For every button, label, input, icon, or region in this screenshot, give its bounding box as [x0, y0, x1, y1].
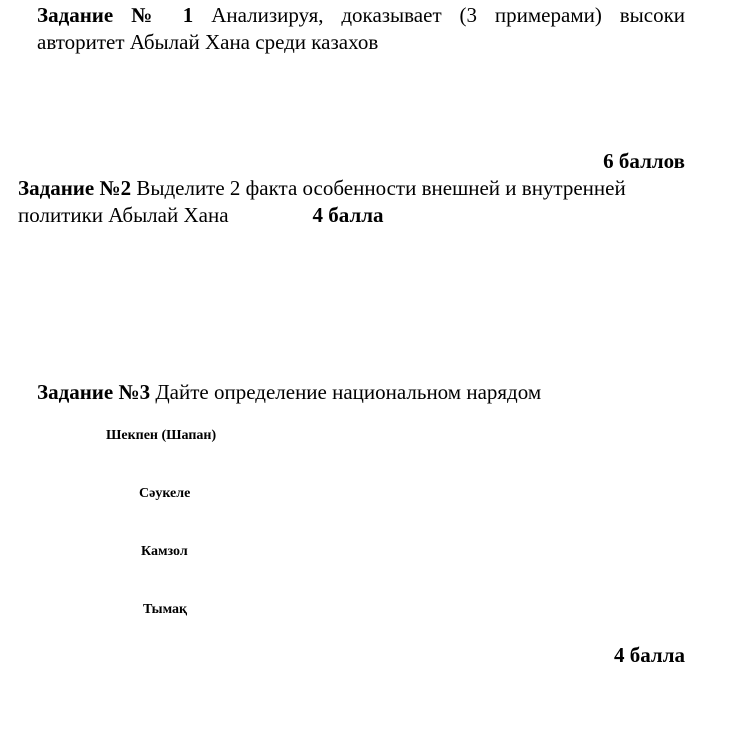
task-1-number: № 1	[131, 3, 194, 27]
task-2-label: Задание №2	[18, 176, 132, 200]
task-2-line-1	[18, 175, 698, 202]
garment-kamzol: Камзол	[141, 544, 188, 559]
garment-saukele: Сәукеле	[139, 486, 191, 501]
task-2-line-2	[18, 202, 698, 229]
task-2-text-line-2: политики Абылай Хана	[18, 203, 229, 227]
task-3-label: Задание №3	[37, 380, 151, 404]
task-1-text-line-1: Анализируя, доказывает (3 примерами) высоки	[211, 3, 686, 27]
garment-tymak: Тымақ	[143, 602, 188, 617]
task-1-line-1	[37, 2, 685, 29]
garment-shekpen: Шекпен (Шапан)	[106, 428, 217, 443]
task-1-points: 6 баллов	[603, 149, 685, 173]
task-1-label: Задание	[37, 3, 114, 27]
task-3-text: Дайте определение национальном нарядом	[155, 380, 542, 404]
task-2-points: 4 балла	[312, 203, 384, 227]
task-1-text-line-2: авторитет Абылай Хана среди казахов	[37, 30, 379, 54]
task-2-text-line-1: Выделите 2 факта особенности внешней и внутренней	[136, 176, 626, 200]
task-3-points: 4 балла	[614, 643, 685, 667]
task-1	[37, 2, 685, 56]
task-2	[18, 175, 698, 229]
task-3	[37, 379, 717, 406]
